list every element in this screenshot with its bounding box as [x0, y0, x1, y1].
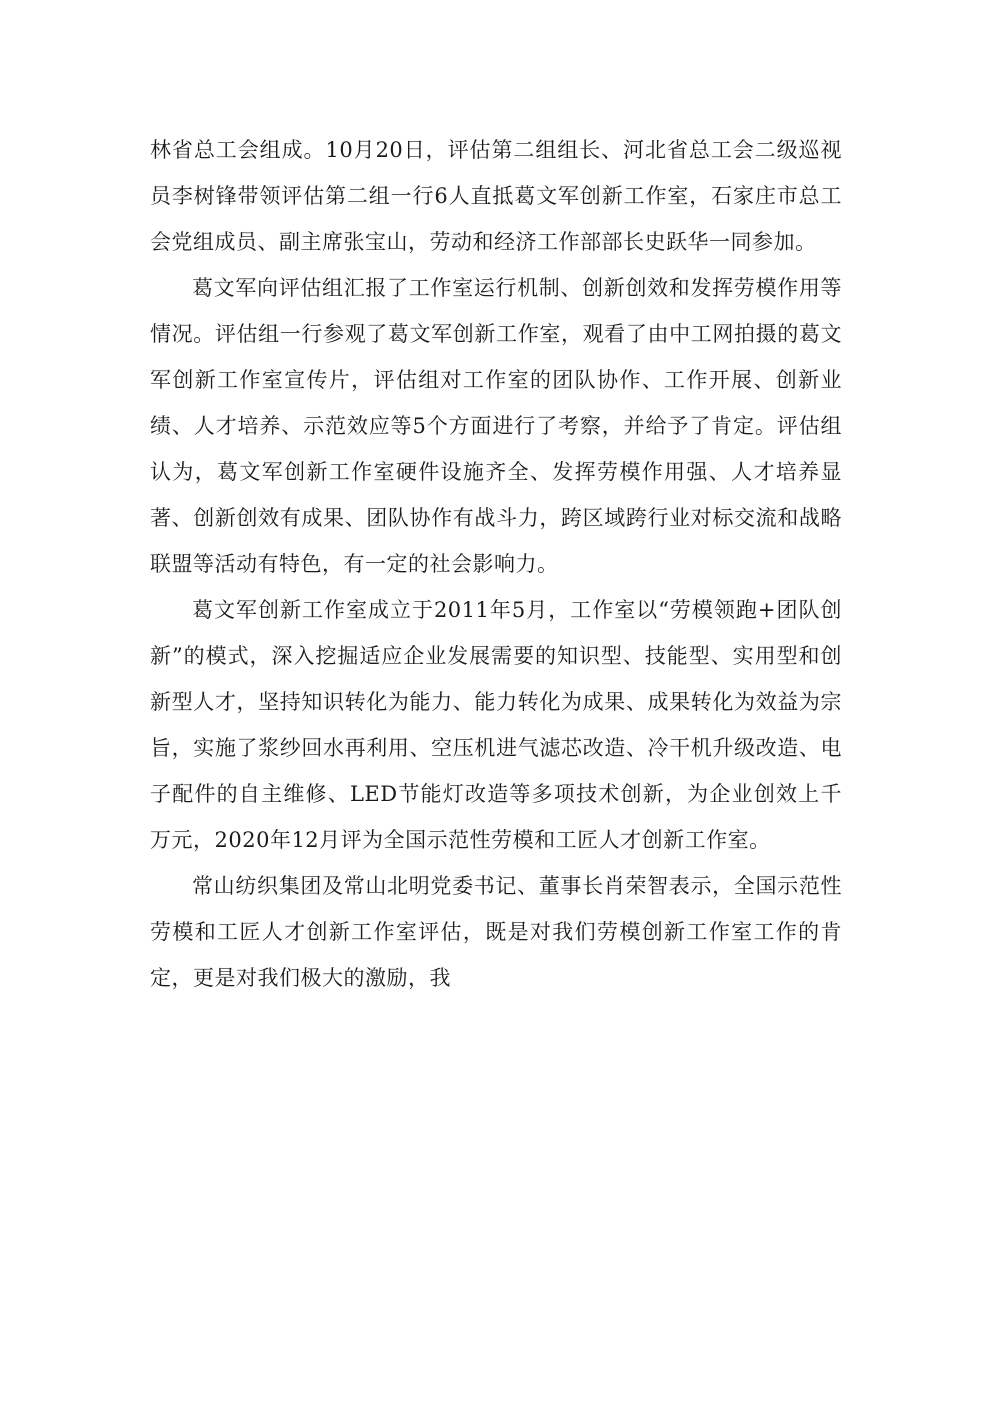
document-body	[150, 127, 842, 1001]
paragraph-continuation: 林省总工会组成。10月20日，评估第二组组长、河北省总工会二级巡视员李树锋带领评估第二组一行6人直抵葛文军创新工作室，石家庄市总工会党组成员、副主席张宝山，劳动和经济工作部部长史跃华一同参加。	[150, 138, 842, 254]
paragraph-evaluation-report: 葛文军向评估组汇报了工作室运行机制、创新创效和发挥劳模作用等情况。评估组一行参观了葛文军创新工作室，观看了由中工网拍摄的葛文军创新工作室宣传片，评估组对工作室的团队协作、工作开展、创新业绩、人才培养、示范效应等5个方面进行了考察，并给予了肯定。评估组认为，葛文军创新工作室硬件设施齐全、发挥劳模作用强、人才培养显著、创新创效有成果、团队协作有战斗力，跨区域跨行业对标交流和战略联盟等活动有特色，有一定的社会影响力。	[150, 276, 842, 576]
paragraph-studio-history: 葛文军创新工作室成立于2011年5月，工作室以“劳模领跑+团队创新”的模式，深入挖掘适应企业发展需要的知识型、技能型、实用型和创新型人才，坚持知识转化为能力、能力转化为成果、成果转化为效益为宗旨，实施了浆纱回水再利用、空压机进气滤芯改造、冷干机升级改造、电子配件的自主维修、LED节能灯改造等多项技术创新，为企业创效上千万元，2020年12月评为全国示范性劳模和工匠人才创新工作室。	[150, 598, 842, 852]
paragraph-chairman-statement: 常山纺织集团及常山北明党委书记、董事长肖荣智表示，全国示范性劳模和工匠人才创新工作室评估，既是对我们劳模创新工作室工作的肯定，更是对我们极大的激励，我	[150, 874, 842, 990]
